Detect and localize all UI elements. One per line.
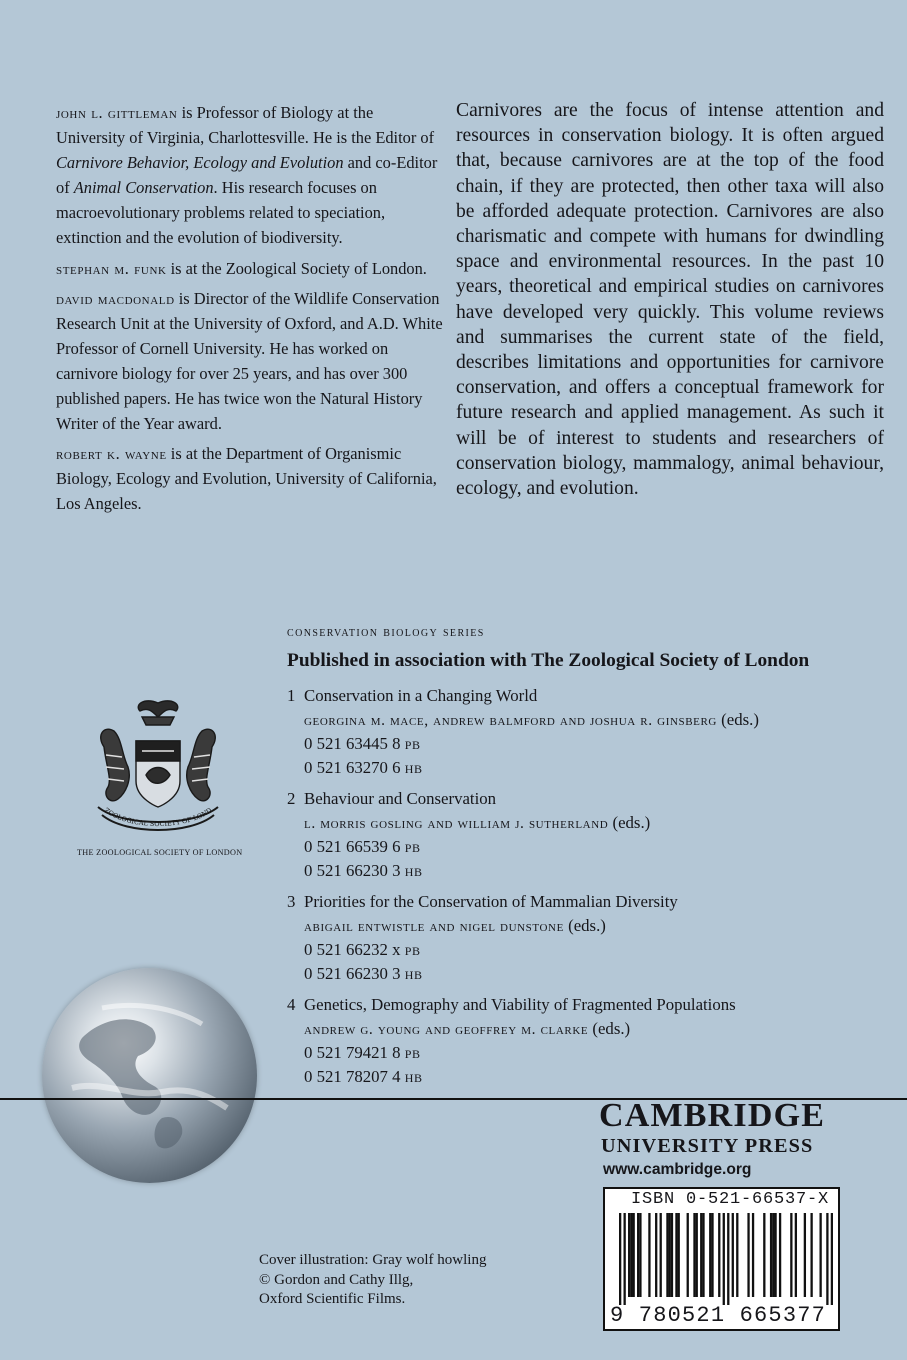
- series-volume-list: [287, 684, 887, 1096]
- volume-title: Behaviour and Conservation: [304, 789, 497, 808]
- isbn-digits: 9 780521 665377: [610, 1303, 827, 1328]
- barcode-bar: [624, 1213, 626, 1305]
- barcode-bar: [790, 1213, 792, 1297]
- publisher-name: CAMBRIDGE: [599, 1097, 826, 1134]
- volume-title: Genetics, Demography and Viability of Fragmented Populations: [304, 995, 736, 1014]
- binding-format: hb: [404, 757, 423, 777]
- bio-text: . His research focuses on macroevolutionary problems related to speciation, extinction and the evolution of biodiversity.: [56, 178, 386, 248]
- eds-label: (eds.): [568, 915, 606, 935]
- bio-text: is Director of the Wildlife Conservation Research Unit at the University of Oxford, and A.D. White Professor of Cornell University. He has worked on carnivore biology for over 25 years, and has over 300 published papers. He has twice won the Natural History Writer of the Year award.: [56, 288, 443, 434]
- series-volume: [287, 684, 887, 779]
- barcode-bar: [826, 1213, 828, 1305]
- volume-number: 4: [287, 995, 296, 1014]
- barcode-bar: [669, 1213, 671, 1297]
- binding-format: pb: [404, 734, 421, 753]
- bio-text: and co-Editor of: [56, 153, 438, 198]
- barcode-bar: [732, 1213, 734, 1297]
- barcode-bar: [687, 1213, 689, 1297]
- volume-isbn: 0 521 79421 8: [304, 1043, 401, 1062]
- volume-number: 1: [287, 686, 296, 705]
- volume-isbn: 0 521 66232 x: [304, 940, 401, 959]
- series-label: conservation biology series: [287, 625, 485, 640]
- barcode-bar: [831, 1213, 833, 1305]
- barcode-bar: [639, 1213, 641, 1297]
- credit-line: Oxford Scientific Films.: [259, 1291, 406, 1307]
- globe-illustration: [42, 968, 257, 1183]
- author-bio: [56, 286, 444, 437]
- barcode-bar: [619, 1213, 621, 1305]
- author-bios: [56, 100, 444, 522]
- barcode-bar: [772, 1213, 774, 1297]
- bio-text: is Professor of Biology at the University of Virginia, Charlottesville. He is the Editor of: [56, 103, 435, 148]
- barcode-bar: [630, 1213, 632, 1297]
- seal-text: ZOOLOGICAL SOCIETY OF LOND: [102, 806, 214, 829]
- volume-editors: abigail entwistle and nigel dunstone: [304, 917, 564, 935]
- barcode-bar: [696, 1213, 698, 1297]
- series-volume: [287, 993, 887, 1088]
- eds-label: (eds.): [612, 812, 651, 832]
- bio-text: is at the Zoological Society of London.: [166, 258, 427, 278]
- volume-isbn: 0 521 78207 4: [304, 1066, 401, 1086]
- credit-line: © Gordon and Cathy Illg,: [259, 1271, 414, 1288]
- barcode-bar: [795, 1213, 797, 1297]
- series-volume: [287, 787, 887, 882]
- barcode-bar: [671, 1213, 673, 1297]
- barcode-bars: [619, 1213, 833, 1305]
- barcode-bar: [660, 1213, 662, 1297]
- eds-label: (eds.): [592, 1018, 631, 1038]
- credit-line: Cover illustration: Gray wolf howling: [259, 1252, 487, 1268]
- author-name: stephan m. funk: [56, 258, 167, 278]
- barcode-bar: [700, 1213, 702, 1297]
- barcode-bar: [709, 1213, 711, 1297]
- barcode-bar: [747, 1213, 749, 1297]
- barcode-bar: [633, 1213, 635, 1297]
- barcode-bar: [752, 1213, 754, 1297]
- barcode-bar: [637, 1213, 639, 1297]
- barcode-bar: [763, 1213, 765, 1297]
- volume-isbn: 0 521 66539 6: [304, 837, 401, 856]
- zsl-crest-icon: [82, 695, 234, 845]
- volume-editors: l. morris gosling and william j. sutherland: [304, 814, 609, 832]
- book-description: Carnivores are the focus of intense attention and resources in conservation biology. It is often argued that, because carnivores are at the top of the food chain, if they are protected, then other taxa will also be afforded adequate protection. Carnivores are also charismatic and compete with humans for dwindling space and environmental resources. In the past 10 years, theoretical and empirical studies on carnivores have developed very quickly. This volume reviews and summarises the current state of the field, describes limitations and opportunities for carnivore conservation, and offers a conceptual framework for future research and applied management. As such it will be of interest to students and researchers of conservation biology, mammalogy, animal behaviour, ecology, and evolution.: [456, 100, 884, 500]
- zsl-caption: THE ZOOLOGICAL SOCIETY OF LONDON: [77, 848, 243, 857]
- barcode-bar: [774, 1213, 776, 1297]
- barcode-bar: [727, 1213, 729, 1305]
- barcode-bar: [723, 1213, 725, 1305]
- volume-isbn: 0 521 63270 6: [304, 757, 401, 777]
- volume-isbn: 0 521 63445 8: [304, 734, 401, 753]
- barcode-bar: [693, 1213, 695, 1297]
- barcode-bar: [655, 1213, 657, 1297]
- volume-number: 2: [287, 789, 296, 808]
- barcode-bar: [675, 1213, 677, 1297]
- volume-editors: andrew g. young and geoffrey m. clarke: [304, 1020, 589, 1038]
- eds-label: (eds.): [721, 709, 759, 729]
- series-subtitle: Published in association with The Zoological Society of London: [287, 650, 810, 671]
- barcode-bar: [810, 1213, 812, 1297]
- barcode-bar: [804, 1213, 806, 1297]
- volume-title: Priorities for the Conservation of Mammalian Diversity: [304, 892, 678, 911]
- binding-format: pb: [404, 837, 421, 856]
- volume-number: 3: [287, 892, 296, 911]
- barcode-bar: [628, 1213, 630, 1297]
- barcode-bar: [718, 1213, 720, 1297]
- volume-isbn: 0 521 66230 3: [304, 860, 401, 880]
- book-title: Carnivore Behavior, Ecology and Evolution: [56, 153, 344, 173]
- barcode-bar: [702, 1213, 704, 1297]
- binding-format: hb: [404, 860, 423, 880]
- barcode-bar: [678, 1213, 680, 1297]
- book-title: Animal Conservation: [73, 178, 214, 198]
- isbn-label: ISBN 0-521-66537-X: [631, 1190, 830, 1209]
- barcode-bar: [779, 1213, 781, 1297]
- barcode-bar: [819, 1213, 821, 1297]
- publisher-press: UNIVERSITY PRESS: [601, 1135, 814, 1157]
- binding-format: hb: [404, 1066, 423, 1086]
- author-name: john l. gittleman: [56, 103, 178, 122]
- author-name: david macdonald: [56, 288, 175, 308]
- barcode-bar: [648, 1213, 650, 1297]
- barcode-bar: [711, 1213, 713, 1297]
- barcode-bar: [736, 1213, 738, 1297]
- publisher-url[interactable]: www.cambridge.org: [603, 1161, 752, 1178]
- barcode-bar: [770, 1213, 772, 1297]
- binding-format: pb: [404, 1043, 421, 1062]
- binding-format: hb: [404, 963, 423, 983]
- author-bio: [56, 441, 444, 516]
- volume-isbn: 0 521 66230 3: [304, 963, 401, 983]
- binding-format: pb: [404, 940, 421, 959]
- author-bio: [56, 100, 444, 251]
- volume-editors: georgina m. mace, andrew balmford and joshua r. ginsberg: [304, 711, 717, 729]
- author-name: robert k. wayne: [56, 444, 167, 464]
- author-bio: [56, 256, 444, 281]
- bio-text: is at the Department of Organismic Biology, Ecology and Evolution, University of California, Los Angeles.: [56, 444, 437, 514]
- barcode-bar: [666, 1213, 668, 1297]
- series-volume: [287, 890, 887, 985]
- cover-credit: [259, 1251, 486, 1310]
- volume-title: Conservation in a Changing World: [304, 686, 538, 705]
